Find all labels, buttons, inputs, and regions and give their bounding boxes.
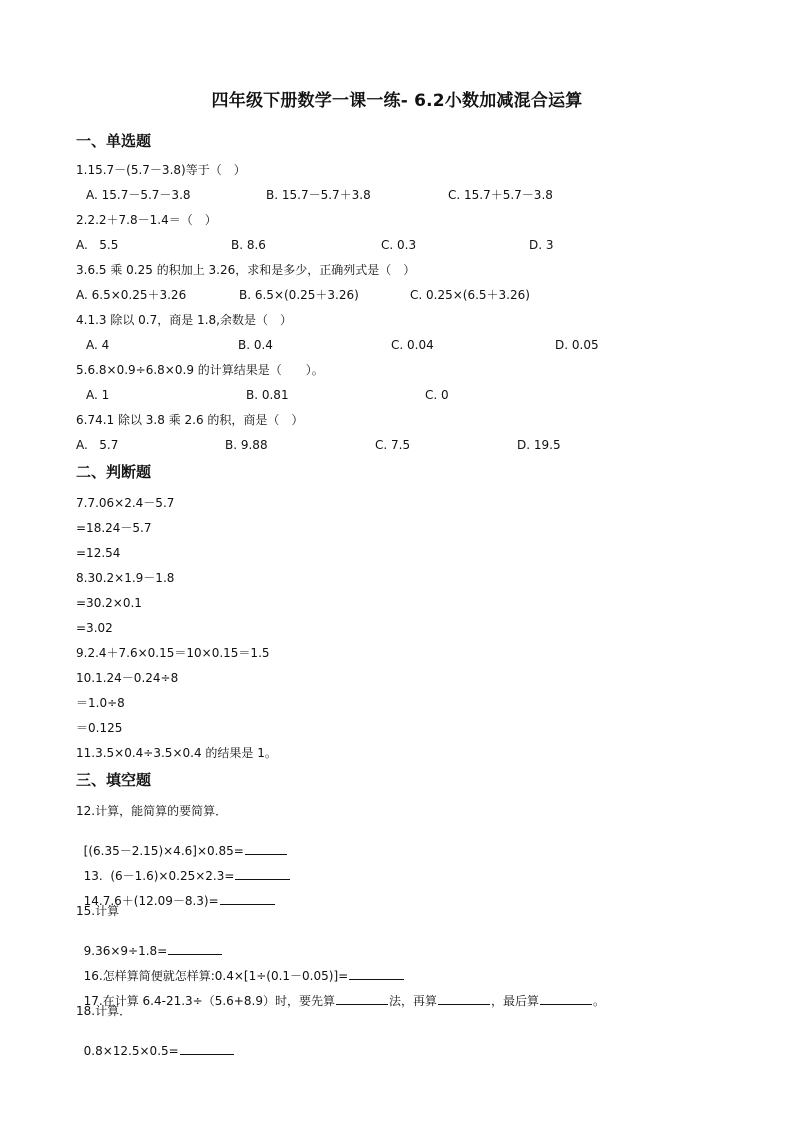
judge-line: =30.2×0.1 bbox=[76, 596, 142, 610]
page-title: 四年级下册数学一课一练- 6.2小数加减混合运算 bbox=[211, 91, 583, 111]
judge-line: ＝0.125 bbox=[76, 721, 123, 735]
judge-line: ＝1.0÷8 bbox=[76, 696, 125, 710]
question-5-stem: 5.6.8×0.9÷6.8×0.9 的计算结果是（ ）。 bbox=[76, 363, 324, 377]
question-15-text: 9.36×9÷1.8= bbox=[83, 944, 168, 958]
question-17 bbox=[76, 979, 605, 1008]
question-13-text: 13. (6－1.6)×0.25×2.3= bbox=[83, 869, 235, 883]
question-5-option-a: A. 1 bbox=[86, 388, 110, 402]
question-4-option-a: A. 4 bbox=[86, 338, 110, 352]
question-4-option-c: C. 0.04 bbox=[391, 338, 434, 352]
question-1-stem: 1.15.7－(5.7－3.8)等于（ ） bbox=[76, 163, 246, 177]
question-17-text-3: ，最后算 bbox=[490, 994, 539, 1008]
judge-line: 11.3.5×0.4÷3.5×0.4 的结果是 1。 bbox=[76, 746, 277, 760]
question-5-option-c: C. 0 bbox=[425, 388, 449, 402]
question-18 bbox=[76, 1029, 235, 1058]
question-2-option-c: C. 0.3 bbox=[381, 238, 417, 252]
question-18-instruction: 18.计算． bbox=[76, 1004, 132, 1018]
question-6-option-a: A. 5.7 bbox=[76, 438, 119, 452]
question-5-option-b: B. 0.81 bbox=[246, 388, 289, 402]
question-1-option-c: C. 15.7＋5.7－3.8 bbox=[448, 188, 553, 202]
question-3-stem: 3.6.5 乘 0.25 的积加上 3.26，求和是多少，正确列式是（ ） bbox=[76, 263, 416, 277]
question-12-text: [(6.35－2.15)×4.6]×0.85= bbox=[83, 844, 244, 858]
section-heading-fill-blank: 三、填空题 bbox=[76, 771, 152, 789]
question-3-option-a: A. 6.5×0.25＋3.26 bbox=[76, 288, 187, 302]
answer-blank[interactable] bbox=[336, 993, 388, 1005]
question-17-text-4: 。 bbox=[592, 994, 605, 1008]
question-2-option-d: D. 3 bbox=[529, 238, 554, 252]
question-3-option-c: C. 0.25×(6.5＋3.26) bbox=[410, 288, 530, 302]
judge-line: 8.30.2×1.9－1.8 bbox=[76, 571, 175, 585]
question-6-option-b: B. 9.88 bbox=[225, 438, 268, 452]
answer-blank[interactable] bbox=[220, 893, 275, 905]
question-2-option-b: B. 8.6 bbox=[231, 238, 266, 252]
answer-blank[interactable] bbox=[540, 993, 592, 1005]
question-15-instruction: 15.计算 bbox=[76, 904, 120, 918]
question-16-text: 16.怎样算简便就怎样算:0.4×[1÷(0.1－0.05)]= bbox=[83, 969, 349, 983]
answer-blank[interactable] bbox=[180, 1043, 234, 1055]
question-14-text: 14.7.6＋(12.09－8.3)= bbox=[83, 894, 219, 908]
question-4-option-d: D. 0.05 bbox=[555, 338, 599, 352]
judge-line: =18.24－5.7 bbox=[76, 521, 152, 535]
question-3-option-b: B. 6.5×(0.25＋3.26) bbox=[239, 288, 359, 302]
section-heading-true-false: 二、判断题 bbox=[76, 463, 152, 481]
judge-line: 10.1.24－0.24÷8 bbox=[76, 671, 179, 685]
question-17-text-2: 法，再算 bbox=[388, 994, 437, 1008]
question-4-stem: 4.1.3 除以 0.7，商是 1.8,余数是（ ） bbox=[76, 313, 292, 327]
question-6-stem: 6.74.1 除以 3.8 乘 2.6 的积，商是（ ） bbox=[76, 413, 304, 427]
question-1-option-a: A. 15.7－5.7－3.8 bbox=[86, 188, 191, 202]
question-1-option-b: B. 15.7－5.7＋3.8 bbox=[266, 188, 371, 202]
section-heading-single-choice: 一、单选题 bbox=[76, 132, 152, 150]
question-18-text: 0.8×12.5×0.5= bbox=[83, 1044, 179, 1058]
question-17-text-1: 17.在计算 6.4-21.3÷（5.6+8.9）时，要先算 bbox=[83, 994, 335, 1008]
question-4-option-b: B. 0.4 bbox=[238, 338, 273, 352]
judge-line: =3.02 bbox=[76, 621, 113, 635]
question-2-stem: 2.2.2＋7.8－1.4＝（ ） bbox=[76, 213, 217, 227]
judge-line: 9.2.4＋7.6×0.15＝10×0.15＝1.5 bbox=[76, 646, 270, 660]
question-12-instruction: 12.计算，能简算的要简算． bbox=[76, 804, 228, 818]
answer-blank[interactable] bbox=[438, 993, 490, 1005]
judge-line: =12.54 bbox=[76, 546, 121, 560]
question-2-option-a: A. 5.5 bbox=[76, 238, 119, 252]
question-6-option-c: C. 7.5 bbox=[375, 438, 411, 452]
question-6-option-d: D. 19.5 bbox=[517, 438, 561, 452]
judge-line: 7.7.06×2.4－5.7 bbox=[76, 496, 175, 510]
